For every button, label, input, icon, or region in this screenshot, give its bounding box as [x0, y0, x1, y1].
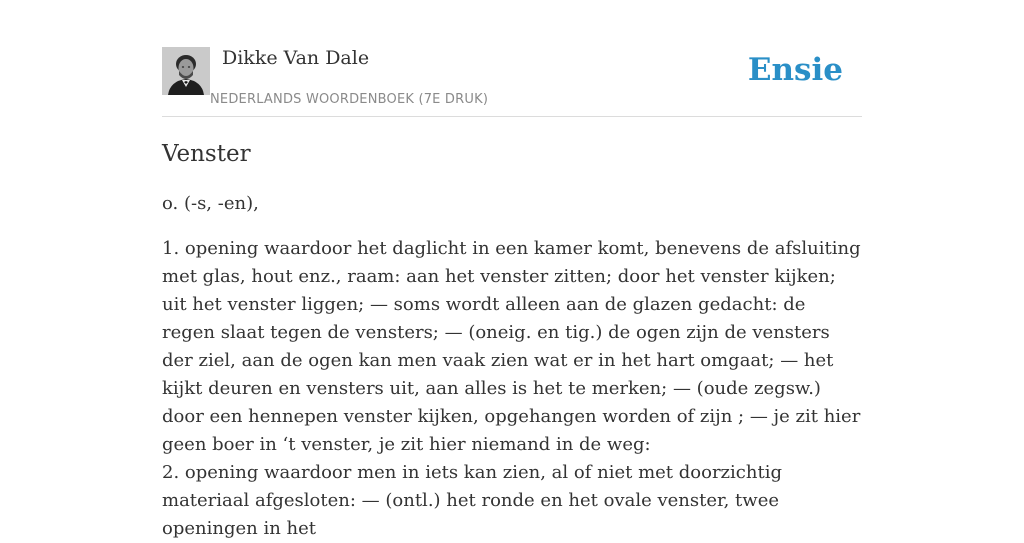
definition-sense-1: 1. opening waardoor het daglicht in een kamer komt, benevens de afsluiting met glas, hout enz., raam: aan het venster zitten; door het venster kijken; uit het venster liggen; — soms wordt alleen aan de glazen gedacht: de regen slaat tegen de vensters; — (oneig. en tig.) de ogen zijn de vensters der ziel, aan de ogen kan men vaak zien wat er in het hart omgaat; — het kijkt deuren en vensters uit, aan alles is het te merken; — (oude zegsw.) door een hennepen venster kijken, opgehangen worden of zijn ; — je zit hier geen boer in ‘t venster, je zit hier niemand in de weg: — [162, 238, 861, 455]
author-portrait-icon — [162, 47, 210, 95]
dictionary-subtitle[interactable]: NEDERLANDS WOORDENBOEK (7E DRUK) — [210, 92, 489, 107]
entry-grammar: o. (-s, -en), — [162, 193, 259, 214]
brand-logo[interactable]: Ensie — [747, 52, 843, 88]
site-header — [162, 46, 862, 117]
author-name[interactable]: Dikke Van Dale — [222, 47, 370, 69]
entry-title: Venster — [162, 141, 251, 167]
entry-content — [162, 138, 862, 543]
definition-sense-2: 2. opening waardoor men in iets kan zien, al of niet met doorzichtig materiaal afgesloten: — (ontl.) het ronde en het ovale venster, twee openingen in het — [162, 462, 782, 539]
entry-definition — [162, 235, 862, 543]
author-avatar[interactable] — [162, 47, 210, 95]
